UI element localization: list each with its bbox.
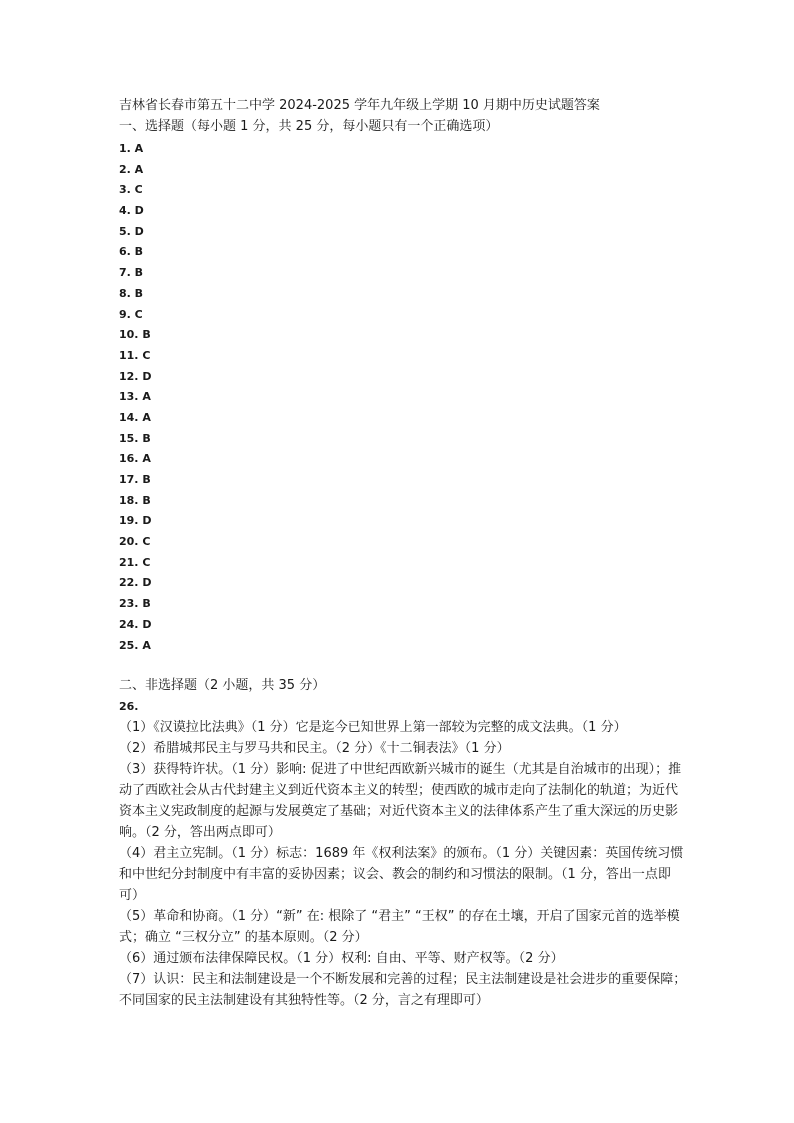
answer-item: 14. A (119, 410, 151, 424)
answer-item: 1. A (119, 142, 144, 155)
document-page (119, 96, 689, 1011)
answer-item: 2. A (119, 162, 144, 176)
answer-item: 16. A (119, 452, 151, 466)
answer-item: 9. C (119, 307, 143, 321)
answer-item: 24. D (119, 617, 152, 631)
answer-item: 12. D (119, 369, 152, 383)
answer-item: 7. B (119, 266, 144, 280)
answer-item: 10. B (119, 328, 151, 342)
answer-item: 23. B (119, 597, 151, 611)
answer-item: 4. D (119, 204, 144, 218)
answer-paragraph: （5）革命和协商。（1 分）“新” 在: 根除了 “君主” “王权” 的存在土壤，开启了国家元首的选举模式；确立 “三权分立” 的基本原则。（2 分） (119, 909, 680, 946)
answer-paragraph: （6）通过颁布法律保障民权。（1 分）权利: 自由、平等、财产权等。（2 分） (119, 951, 564, 967)
answer-item: 22. D (119, 576, 152, 590)
answer-item: 19. D (119, 514, 152, 528)
answer-paragraph: （2）希腊城邦民主与罗马共和民主。（2 分）《十二铜表法》（1 分） (119, 741, 510, 757)
answer-item: 18. B (119, 493, 151, 507)
answer-item: 8. B (119, 286, 144, 300)
answer-paragraph: （7）认识：民主和法制建设是一个不断发展和完善的过程；民主法制建设是社会进步的重要保障；不同国家的民主法制建设有其独特性等。（2 分，言之有理即可） (119, 972, 687, 1009)
answer-item: 5. D (119, 224, 144, 238)
answer-item: 17. B (119, 473, 151, 486)
answer-paragraph: （1）《汉谟拉比法典》（1 分）它是迄今已知世界上第一部较为完整的成文法典。（1 分） (119, 720, 627, 736)
answer-item: 25. A (119, 638, 151, 652)
answer-item: 15. B (119, 431, 151, 445)
answer-paragraph: （3）获得特许状。（1 分）影响: 促进了中世纪西欧新兴城市的诞生（尤其是自治城市的出现）；推动了西欧社会从古代封建主义到近代资本主义的转型；使西欧的城市走向了法制化的轨道；为近代资本主义宪政制度的起源与发展奠定了基础；对近代资本主义的法律体系产生了重大深远的历史影响。（2 分，答出两点即可） (119, 762, 682, 841)
section2-heading: 二、非选择题（2 小题，共 35 分） (119, 678, 326, 694)
answer-item: 6. B (119, 245, 144, 259)
answer-item: 11. C (119, 348, 151, 362)
answer-item: 13. A (119, 390, 151, 404)
answer-paragraph: （4）君主立宪制。（1 分）标志：1689 年《权利法案》的颁布。（1 分）关键因素：英国传统习惯和中世纪分封制度中有丰富的妥协因素；议会、教会的制约和习惯法的限制。（1 分，答出一点即可） (119, 846, 684, 904)
answer-list (119, 139, 689, 656)
answer-item: 21. C (119, 555, 151, 569)
section-spacer (119, 656, 689, 676)
answer-item: 20. C (119, 535, 151, 549)
answer-item: 3. C (119, 183, 143, 197)
document-title: 吉林省长春市第五十二中学 2024-2025 学年九年级上学期 10 月期中历史试题答案 (119, 98, 600, 113)
section1-heading: 一、选择题（每小题 1 分，共 25 分，每小题只有一个正确选项） (119, 118, 499, 134)
question-number: 26. (119, 699, 139, 713)
